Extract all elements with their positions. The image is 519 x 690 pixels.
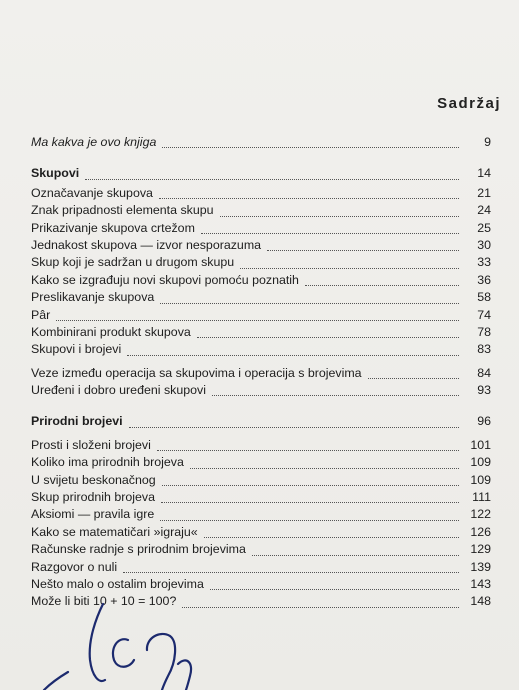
- dot-leader: [201, 233, 459, 234]
- toc-entry-title: Razgovor o nuli: [31, 559, 118, 574]
- toc-page-number: 122: [470, 507, 491, 522]
- dot-leader: [204, 537, 459, 538]
- toc-entry-title: Jednakost skupova — izvor nesporazuma: [31, 237, 262, 252]
- dot-leader: [210, 589, 459, 590]
- toc-entry-title: Znak pripadnosti elementa skupu: [31, 203, 214, 218]
- dot-leader: [162, 485, 459, 486]
- dot-leader: [197, 337, 459, 338]
- toc-row: [31, 506, 491, 523]
- toc-entry-title: Ma kakva je ovo knjiga: [31, 135, 157, 149]
- toc-entry-title: Nešto malo o ostalim brojevima: [31, 576, 204, 591]
- toc-page-number: 93: [477, 383, 491, 398]
- dot-leader: [305, 285, 459, 286]
- toc-page-number: 111: [472, 490, 491, 505]
- toc-entry-title: U svijetu beskonačnog: [31, 472, 156, 487]
- toc-page-number: 24: [477, 203, 491, 218]
- toc-page-number: 25: [477, 220, 491, 235]
- dot-leader: [190, 468, 459, 469]
- toc-row: [31, 185, 491, 202]
- toc-row: [31, 382, 491, 399]
- toc-row: [31, 272, 491, 289]
- toc-entry-title: Preslikavanje skupova: [31, 290, 155, 305]
- dot-leader: [252, 555, 459, 556]
- dot-leader: [182, 607, 459, 608]
- dot-leader: [123, 572, 459, 573]
- toc-page-number: 84: [477, 365, 491, 380]
- toc-entry-title: Koliko ima prirodnih brojeva: [31, 455, 184, 470]
- toc-entry-title: Može li biti 10 + 10 = 100?: [31, 594, 177, 609]
- toc-entry-title: Skup koji je sadržan u drugom skupu: [31, 255, 235, 270]
- dot-leader: [129, 427, 459, 428]
- toc-entry-title: Prosti i složeni brojevi: [31, 437, 151, 452]
- toc-row: [31, 524, 491, 541]
- toc-entry-title: Kako se matematičari »igraju«: [31, 524, 198, 539]
- toc-row: [31, 541, 491, 558]
- toc-page-number: 78: [477, 324, 491, 339]
- dot-leader: [159, 198, 459, 199]
- dot-leader: [161, 502, 459, 503]
- toc-page-number: 9: [484, 135, 491, 149]
- toc-entry-title: Skupovi: [31, 166, 80, 181]
- toc-row: [31, 254, 491, 271]
- dot-leader: [160, 303, 459, 304]
- toc-row: [31, 220, 491, 237]
- toc-page-number: 58: [477, 290, 491, 305]
- dot-leader: [160, 520, 459, 521]
- toc-row: [31, 437, 491, 454]
- dot-leader: [127, 355, 459, 356]
- toc-page-number: 109: [470, 472, 491, 487]
- toc-row: [31, 307, 491, 324]
- toc-spacer: [31, 399, 491, 413]
- toc-page-number: 129: [470, 542, 491, 557]
- toc-row: [31, 559, 491, 576]
- toc-page-number: 101: [470, 437, 491, 452]
- toc-page-number: 96: [477, 414, 491, 429]
- toc-row: [31, 472, 491, 489]
- toc-row: [31, 324, 491, 341]
- page-title: Sadržaj: [437, 95, 501, 112]
- toc-row: [31, 237, 491, 254]
- toc-spacer: [31, 151, 491, 165]
- toc-page-number: 83: [477, 342, 491, 357]
- toc-row: [31, 134, 491, 151]
- toc-row: [31, 289, 491, 306]
- dot-leader: [240, 268, 459, 269]
- toc-entry-title: Pâr: [31, 307, 51, 322]
- toc-page-number: 30: [477, 237, 491, 252]
- toc-section-row: [31, 165, 491, 182]
- toc-page-number: 74: [477, 307, 491, 322]
- toc-page-number: 148: [470, 594, 491, 609]
- toc-row: [31, 576, 491, 593]
- toc-entry-title: Veze između operacija sa skupovima i operacija s brojevima: [31, 365, 362, 380]
- toc-entry-title: Kombinirani produkt skupova: [31, 324, 191, 339]
- toc-entry-title: Označavanje skupova: [31, 185, 153, 200]
- toc-page-number: 109: [470, 455, 491, 470]
- dot-leader: [368, 378, 459, 379]
- toc-entry-title: Skup prirodnih brojeva: [31, 490, 155, 505]
- toc-section-row: [31, 413, 491, 430]
- table-of-contents: [31, 134, 491, 611]
- toc-entry-title: Aksiomi — pravila igre: [31, 507, 155, 522]
- dot-leader: [267, 250, 459, 251]
- toc-entry-title: Prikazivanje skupova crtežom: [31, 220, 195, 235]
- dot-leader: [212, 395, 459, 396]
- dot-leader: [85, 179, 459, 180]
- dot-leader: [220, 216, 459, 217]
- toc-page-number: 126: [470, 524, 491, 539]
- dot-leader: [162, 147, 459, 148]
- dot-leader: [56, 320, 459, 321]
- toc-page-number: 21: [477, 185, 491, 200]
- toc-row: [31, 593, 491, 610]
- dot-leader: [157, 450, 459, 451]
- toc-page-number: 14: [477, 166, 491, 181]
- toc-row: [31, 489, 491, 506]
- toc-entry-title: Skupovi i brojevi: [31, 342, 122, 357]
- toc-row: [31, 341, 491, 358]
- toc-page-number: 33: [477, 255, 491, 270]
- toc-page-number: 139: [470, 559, 491, 574]
- toc-entry-title: Uređeni i dobro uređeni skupovi: [31, 383, 206, 398]
- toc-row: [31, 365, 491, 382]
- toc-entry-title: Prirodni brojevi: [31, 414, 123, 429]
- toc-entry-title: Kako se izgrađuju novi skupovi pomoću poznatih: [31, 272, 299, 287]
- toc-page-number: 143: [470, 576, 491, 591]
- toc-entry-title: Računske radnje s prirodnim brojevima: [31, 542, 246, 557]
- toc-row: [31, 454, 491, 471]
- toc-page-number: 36: [477, 272, 491, 287]
- toc-row: [31, 202, 491, 219]
